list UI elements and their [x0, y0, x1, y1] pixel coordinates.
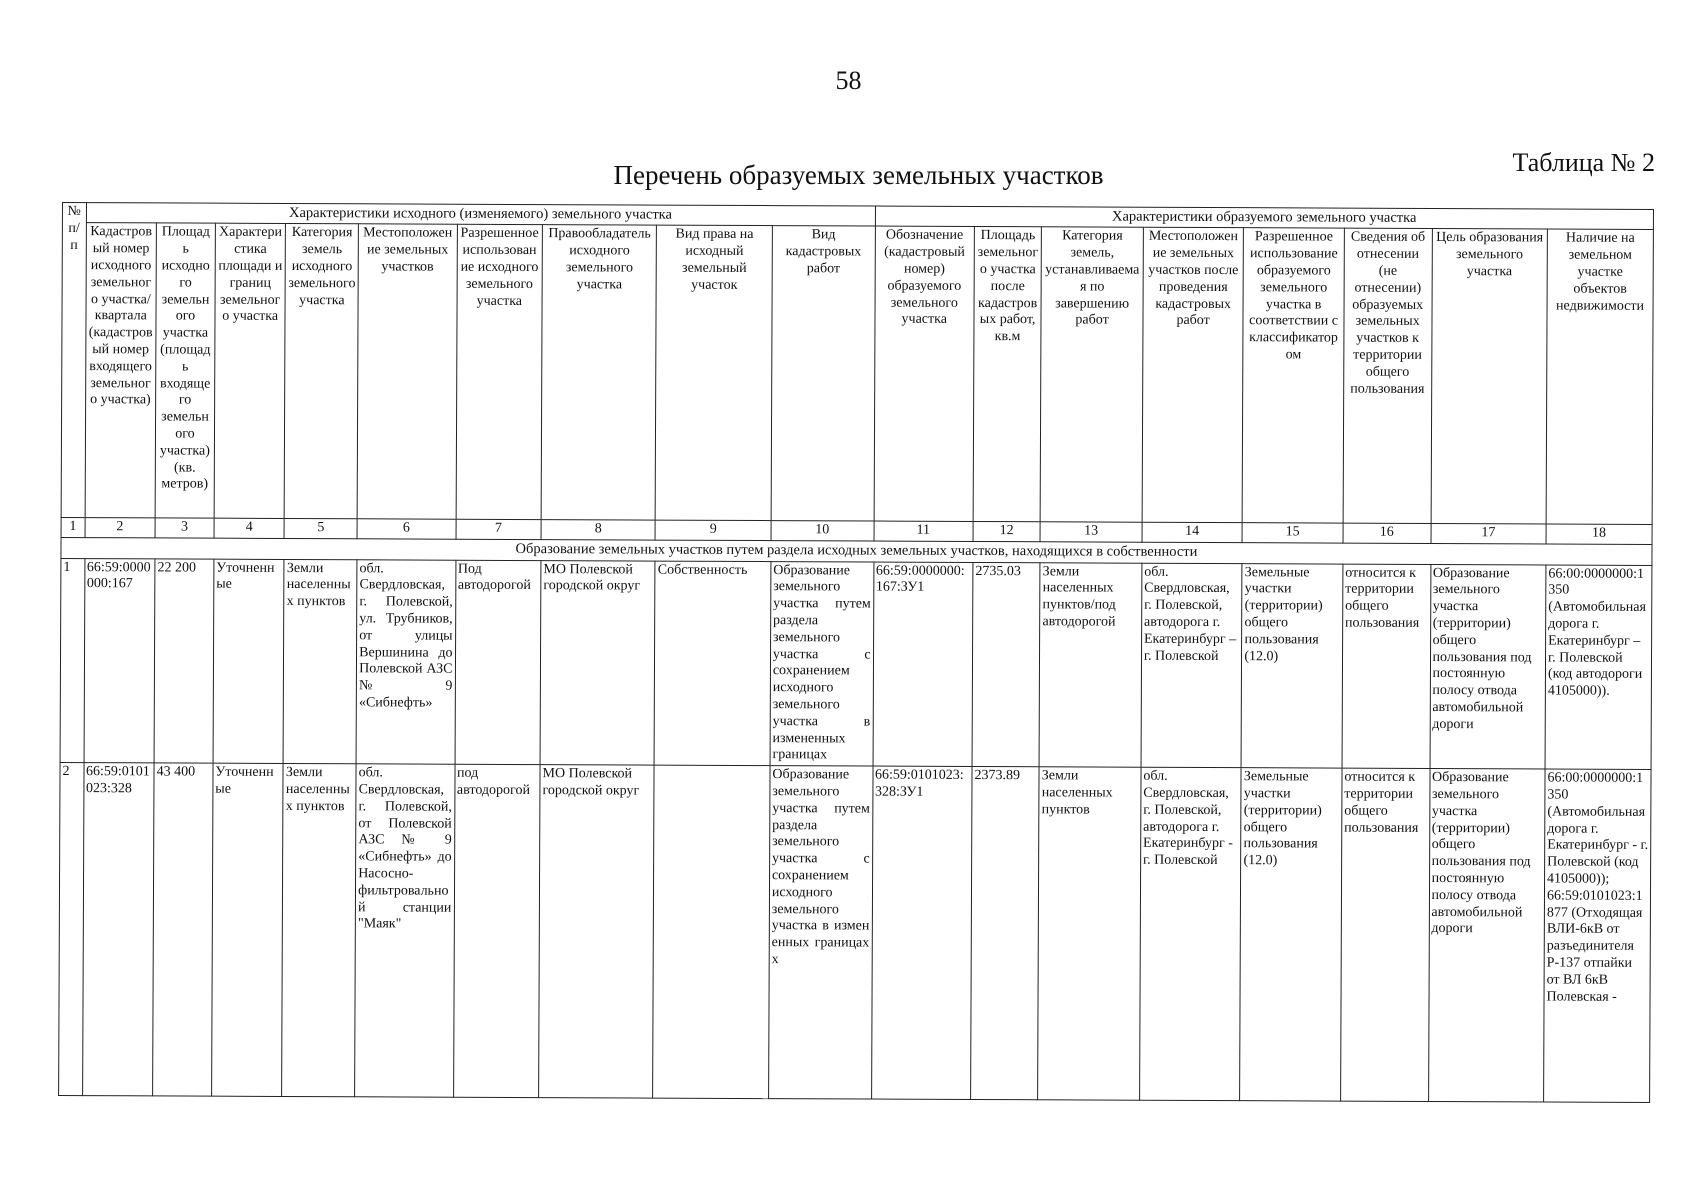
cell-num: 1: [60, 558, 84, 763]
cell-new-category: Земли населенных пунктов/под автодорогой: [1039, 562, 1141, 767]
column-number: 13: [1040, 522, 1142, 542]
column-number: 7: [456, 520, 542, 540]
column-number: 16: [1343, 523, 1431, 543]
cell-area-characteristic: Уточненные: [213, 559, 284, 764]
column-number: 8: [541, 520, 655, 540]
col-header-18: Наличие на земельном участке объектов недвижимости: [1546, 229, 1653, 524]
cell-work-type: Образование земельного участка путем раздела земельного участка с сохранением исходного земельного участка в измененных границах: [770, 561, 874, 766]
column-number: 10: [771, 521, 874, 541]
cell-purpose: Образование земельного участка (территории) общего пользования под постоянную полосу отвода автомобильной дороги: [1428, 769, 1545, 1103]
section-title: Образование земельных участков путем раздела исходных земельных участков, находящихся в собственности: [61, 538, 1652, 565]
cell-new-area: 2373.89: [971, 767, 1040, 1100]
cell-new-designation: 66:59:0101023:328:ЗУ1: [871, 766, 972, 1099]
column-number: 11: [874, 521, 974, 541]
column-number: 18: [1546, 524, 1652, 544]
cell-land-category: Земли населенных пунктов: [282, 764, 356, 1097]
land-plots-table: [58, 202, 1654, 1103]
col-header-16: Сведения об отнесении (не отнесении) образуемых земельных участков к территории общего пользования: [1343, 228, 1432, 523]
cell-permitted-use: под автодорогой: [453, 764, 540, 1097]
column-header-row: [61, 223, 1653, 525]
column-number: 12: [973, 522, 1040, 542]
col-header-4: Характеристика площади и границ земельного участка: [214, 224, 286, 519]
cell-permitted-use: Под автодорогой: [455, 560, 541, 765]
column-number: 4: [214, 519, 285, 539]
document-title: Перечень образуемых земельных участков: [613, 160, 1104, 190]
cell-real-estate-objects: 66:00:0000000:1350 (Автомобильная дорога г. Екатеринбург – г. Полевской (код автодороги 4105000)).: [1545, 565, 1652, 770]
col-header-12: Площадь земельного участка после кадастровых работ, кв.м: [973, 227, 1042, 522]
col-header-11: Обозначение (кадастровый номер) образуемого земельного участка: [874, 226, 975, 521]
col-header-6: Местоположение земельных участков: [357, 224, 457, 519]
col-header-8: Правообладатель исходного земельного участка: [541, 225, 657, 520]
col-header-10: Вид кадастровых работ: [771, 226, 875, 521]
col-header-5: Категория земель исходного земельного участка: [285, 224, 359, 519]
cell-work-type: Образование земельного участка путем раздела земельного участка с сохранением исходного земельного участка в измен енных границах х: [768, 766, 872, 1099]
cell-purpose: Образование земельного участка (территории) общего пользования под постоянную полосу отвода автомобильной дороги: [1430, 564, 1546, 769]
column-number: 6: [357, 519, 455, 539]
cell-area: 22 200: [154, 558, 214, 763]
cell-right-type: [653, 765, 770, 1099]
cell-owner: МО Полевской городской округ: [540, 560, 655, 765]
table-row: [59, 763, 1651, 1103]
cell-location: обл. Свердловская, г. Полевской, от Полевской АЗС № 9 «Сибнефть» до Насосно-фильтровальной станции "Маяк": [355, 764, 455, 1097]
page-number: 58: [835, 66, 862, 95]
col-header-14: Местоположение земельных участков после проведения кадастровых работ: [1142, 228, 1244, 523]
cell-public-use-status: относится к территории общего пользования: [1342, 564, 1431, 769]
group-header-formed: Характеристики образуемого земельного участка: [875, 206, 1654, 230]
col-header-3: Площадь исходного земельного участка (площадь входящего земельного участка) (кв. метров): [155, 223, 215, 518]
column-number: 5: [284, 519, 357, 539]
cell-new-permitted-use: Земельные участки (территории) общего пользования (12.0): [1240, 768, 1342, 1101]
cell-right-type: Собственность: [654, 561, 770, 766]
cell-new-location: обл. Свердловская, г. Полевской, автодорога г. Екатеринбург – г. Полевской: [1141, 563, 1242, 768]
table-container: [58, 202, 1654, 1103]
column-number: 9: [655, 520, 771, 540]
cell-new-area: 2735.03: [972, 562, 1040, 767]
col-header-1: № п/п: [61, 203, 86, 518]
cell-location: обл. Свердловская, г. Полевской, ул. Трубников, от улицы Вершинина до Полевской АЗС № 9 «Сибнефть»: [356, 559, 455, 764]
cell-cadastral-number: 66:59:0000000:167: [84, 558, 155, 763]
cell-area: 43 400: [153, 763, 213, 1096]
cell-public-use-status: относится к территории общего пользования: [1340, 768, 1429, 1101]
col-header-13: Категория земель, устанавливаемая по завершению работ: [1040, 227, 1143, 522]
column-number: 15: [1242, 523, 1343, 543]
col-header-15: Разрешенное использование образуемого земельного участка в соответствии с классификатором: [1242, 228, 1344, 523]
column-number: 2: [85, 518, 156, 538]
cell-real-estate-objects: 66:00:0000000:1350 (Автомобильная дорога г. Екатеринбург - г. Полевской (код 4105000)); 66:59:0101023:1877 (Отходящая ВЛИ-6кВ от разъединителя Р-137 отпайки от ВЛ 6кВ Полевская -: [1544, 769, 1651, 1102]
cell-new-category: Земли населенных пунктов: [1038, 767, 1141, 1100]
column-number: 1: [61, 518, 85, 538]
col-header-9: Вид права на исходный земельный участок: [656, 225, 773, 521]
table-label: Таблица № 2: [1512, 148, 1655, 177]
cell-new-designation: 66:59:0000000:167:ЗУ1: [873, 562, 973, 767]
cell-new-permitted-use: Земельные участки (территории) общего пользования (12.0): [1241, 563, 1342, 768]
cell-owner: МО Полевской городской округ: [539, 765, 655, 1098]
column-number: 3: [155, 518, 214, 538]
cell-cadastral-number: 66:59:0101023:328: [82, 763, 154, 1096]
cell-land-category: Земли населенных пунктов: [283, 559, 357, 764]
group-header-source: Характеристики исходного (изменяемого) земельного участка: [86, 203, 875, 227]
cell-num: 2: [59, 763, 84, 1096]
cell-area-characteristic: Уточненные: [211, 763, 283, 1096]
col-header-2: Кадастровый номер исходного земельного участка/ квартала (кадастровый номер входящего земельного участка): [85, 223, 157, 518]
table-row: [60, 558, 1652, 770]
col-header-17: Цель образования земельного участка: [1431, 229, 1548, 525]
column-number: 14: [1142, 523, 1243, 543]
cell-new-location: обл. Свердловская, г. Полевской, автодорога г. Екатеринбург - г. Полевской: [1139, 767, 1241, 1100]
col-header-7: Разрешенное использование исходного земельного участка: [456, 225, 543, 520]
column-number: 17: [1431, 524, 1547, 544]
